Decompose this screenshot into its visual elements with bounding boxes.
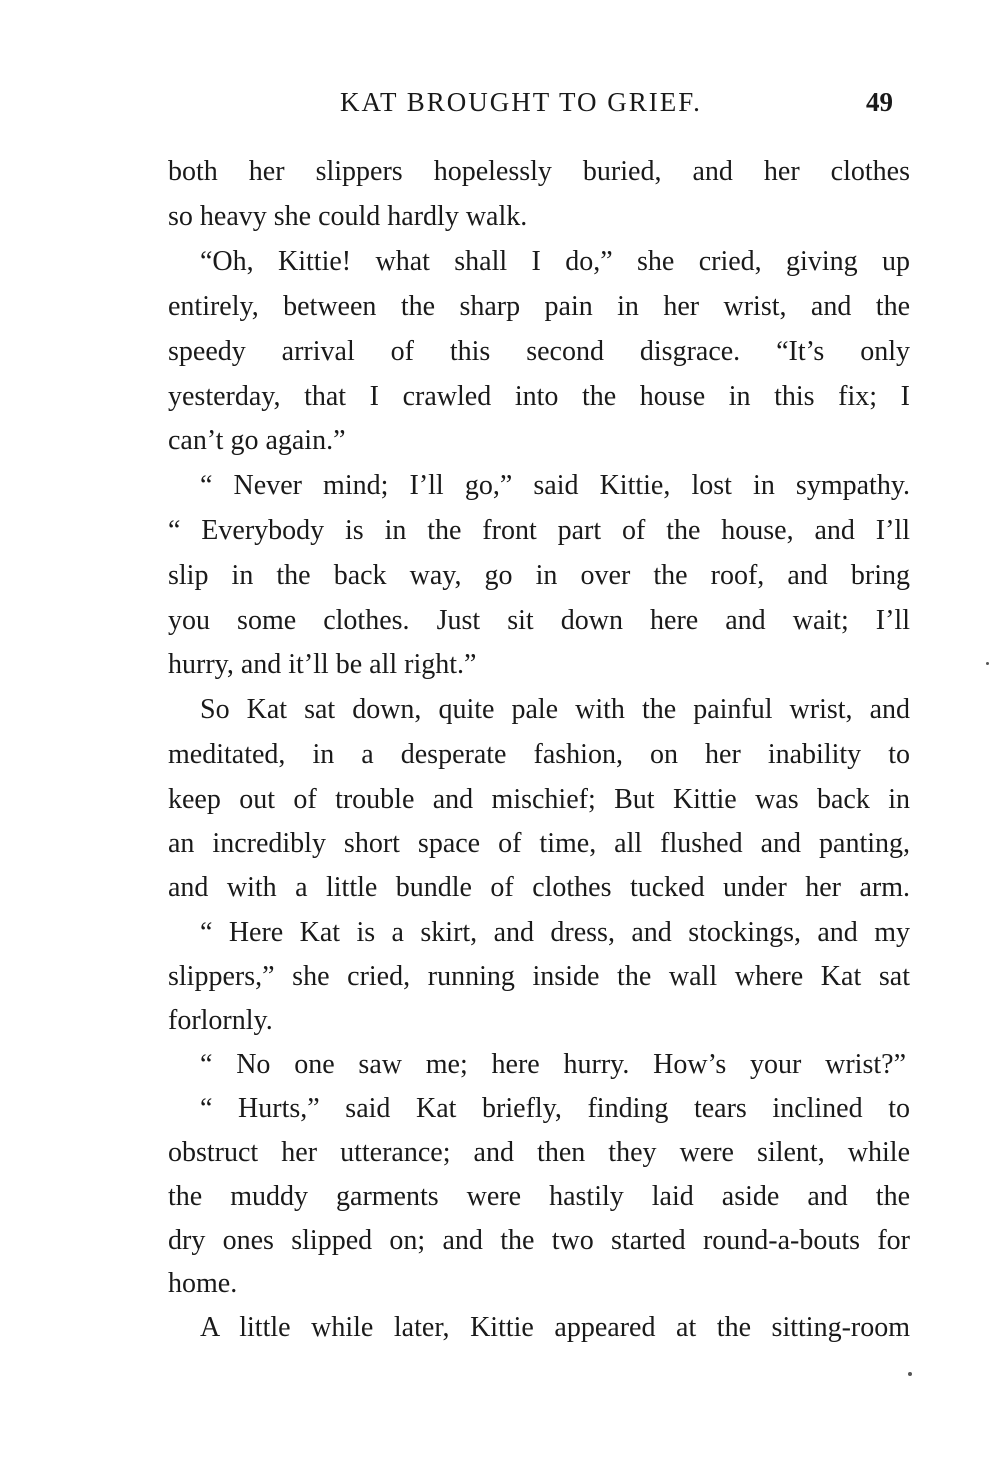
text-line: slippers,” she cried, running inside the wall where Kat sat bbox=[168, 961, 910, 992]
text-line: forlornly. bbox=[168, 1005, 273, 1036]
text-line: both her slippers hopelessly buried, and her clothes bbox=[168, 156, 910, 187]
text-line: “ Here Kat is a skirt, and dress, and stockings, and my bbox=[200, 917, 910, 948]
text-line: an incredibly short space of time, all flushed and panting, bbox=[168, 828, 910, 859]
text-line: So Kat sat down, quite pale with the painful wrist, and bbox=[200, 694, 910, 725]
text-line: “ No one saw me; here hurry. How’s your wrist?” bbox=[200, 1049, 906, 1080]
text-line: “ Never mind; I’ll go,” said Kittie, lost in sympathy. bbox=[200, 470, 910, 501]
text-line: and with a little bundle of clothes tucked under her arm. bbox=[168, 872, 910, 903]
text-line: “Oh, Kittie! what shall I do,” she cried, giving up bbox=[200, 246, 910, 277]
text-line: meditated, in a desperate fashion, on her inability to bbox=[168, 739, 910, 770]
text-line: speedy arrival of this second disgrace. “It’s only bbox=[168, 336, 910, 367]
text-line: “ Hurts,” said Kat briefly, finding tears inclined to bbox=[200, 1093, 910, 1124]
text-line: home. bbox=[168, 1268, 238, 1299]
ink-speck bbox=[986, 662, 989, 665]
running-head bbox=[0, 82, 1000, 122]
text-line: “ Everybody is in the front part of the house, and I’ll bbox=[168, 515, 910, 546]
text-line: yesterday, that I crawled into the house in this fix; I bbox=[168, 381, 910, 412]
page-number: 49 bbox=[866, 87, 893, 117]
text-line: keep out of trouble and mischief; But Kittie was back in bbox=[168, 784, 910, 815]
ink-speck bbox=[908, 1372, 912, 1376]
text-line: dry ones slipped on; and the two started round-a-bouts for bbox=[168, 1225, 910, 1256]
chapter-title: KAT BROUGHT TO GRIEF. bbox=[340, 87, 702, 117]
text-line: the muddy garments were hastily laid aside and the bbox=[168, 1181, 910, 1212]
text-line: hurry, and it’ll be all right.” bbox=[168, 649, 477, 680]
text-line: A little while later, Kittie appeared at the sitting-room bbox=[200, 1312, 910, 1343]
text-line: you some clothes. Just sit down here and wait; I’ll bbox=[168, 605, 910, 636]
text-line: obstruct her utterance; and then they were silent, while bbox=[168, 1137, 910, 1168]
text-line: can’t go again.” bbox=[168, 425, 346, 456]
text-line: slip in the back way, go in over the roof, and bring bbox=[168, 560, 910, 591]
text-line: so heavy she could hardly walk. bbox=[168, 201, 528, 232]
text-line: entirely, between the sharp pain in her wrist, and the bbox=[168, 291, 910, 322]
